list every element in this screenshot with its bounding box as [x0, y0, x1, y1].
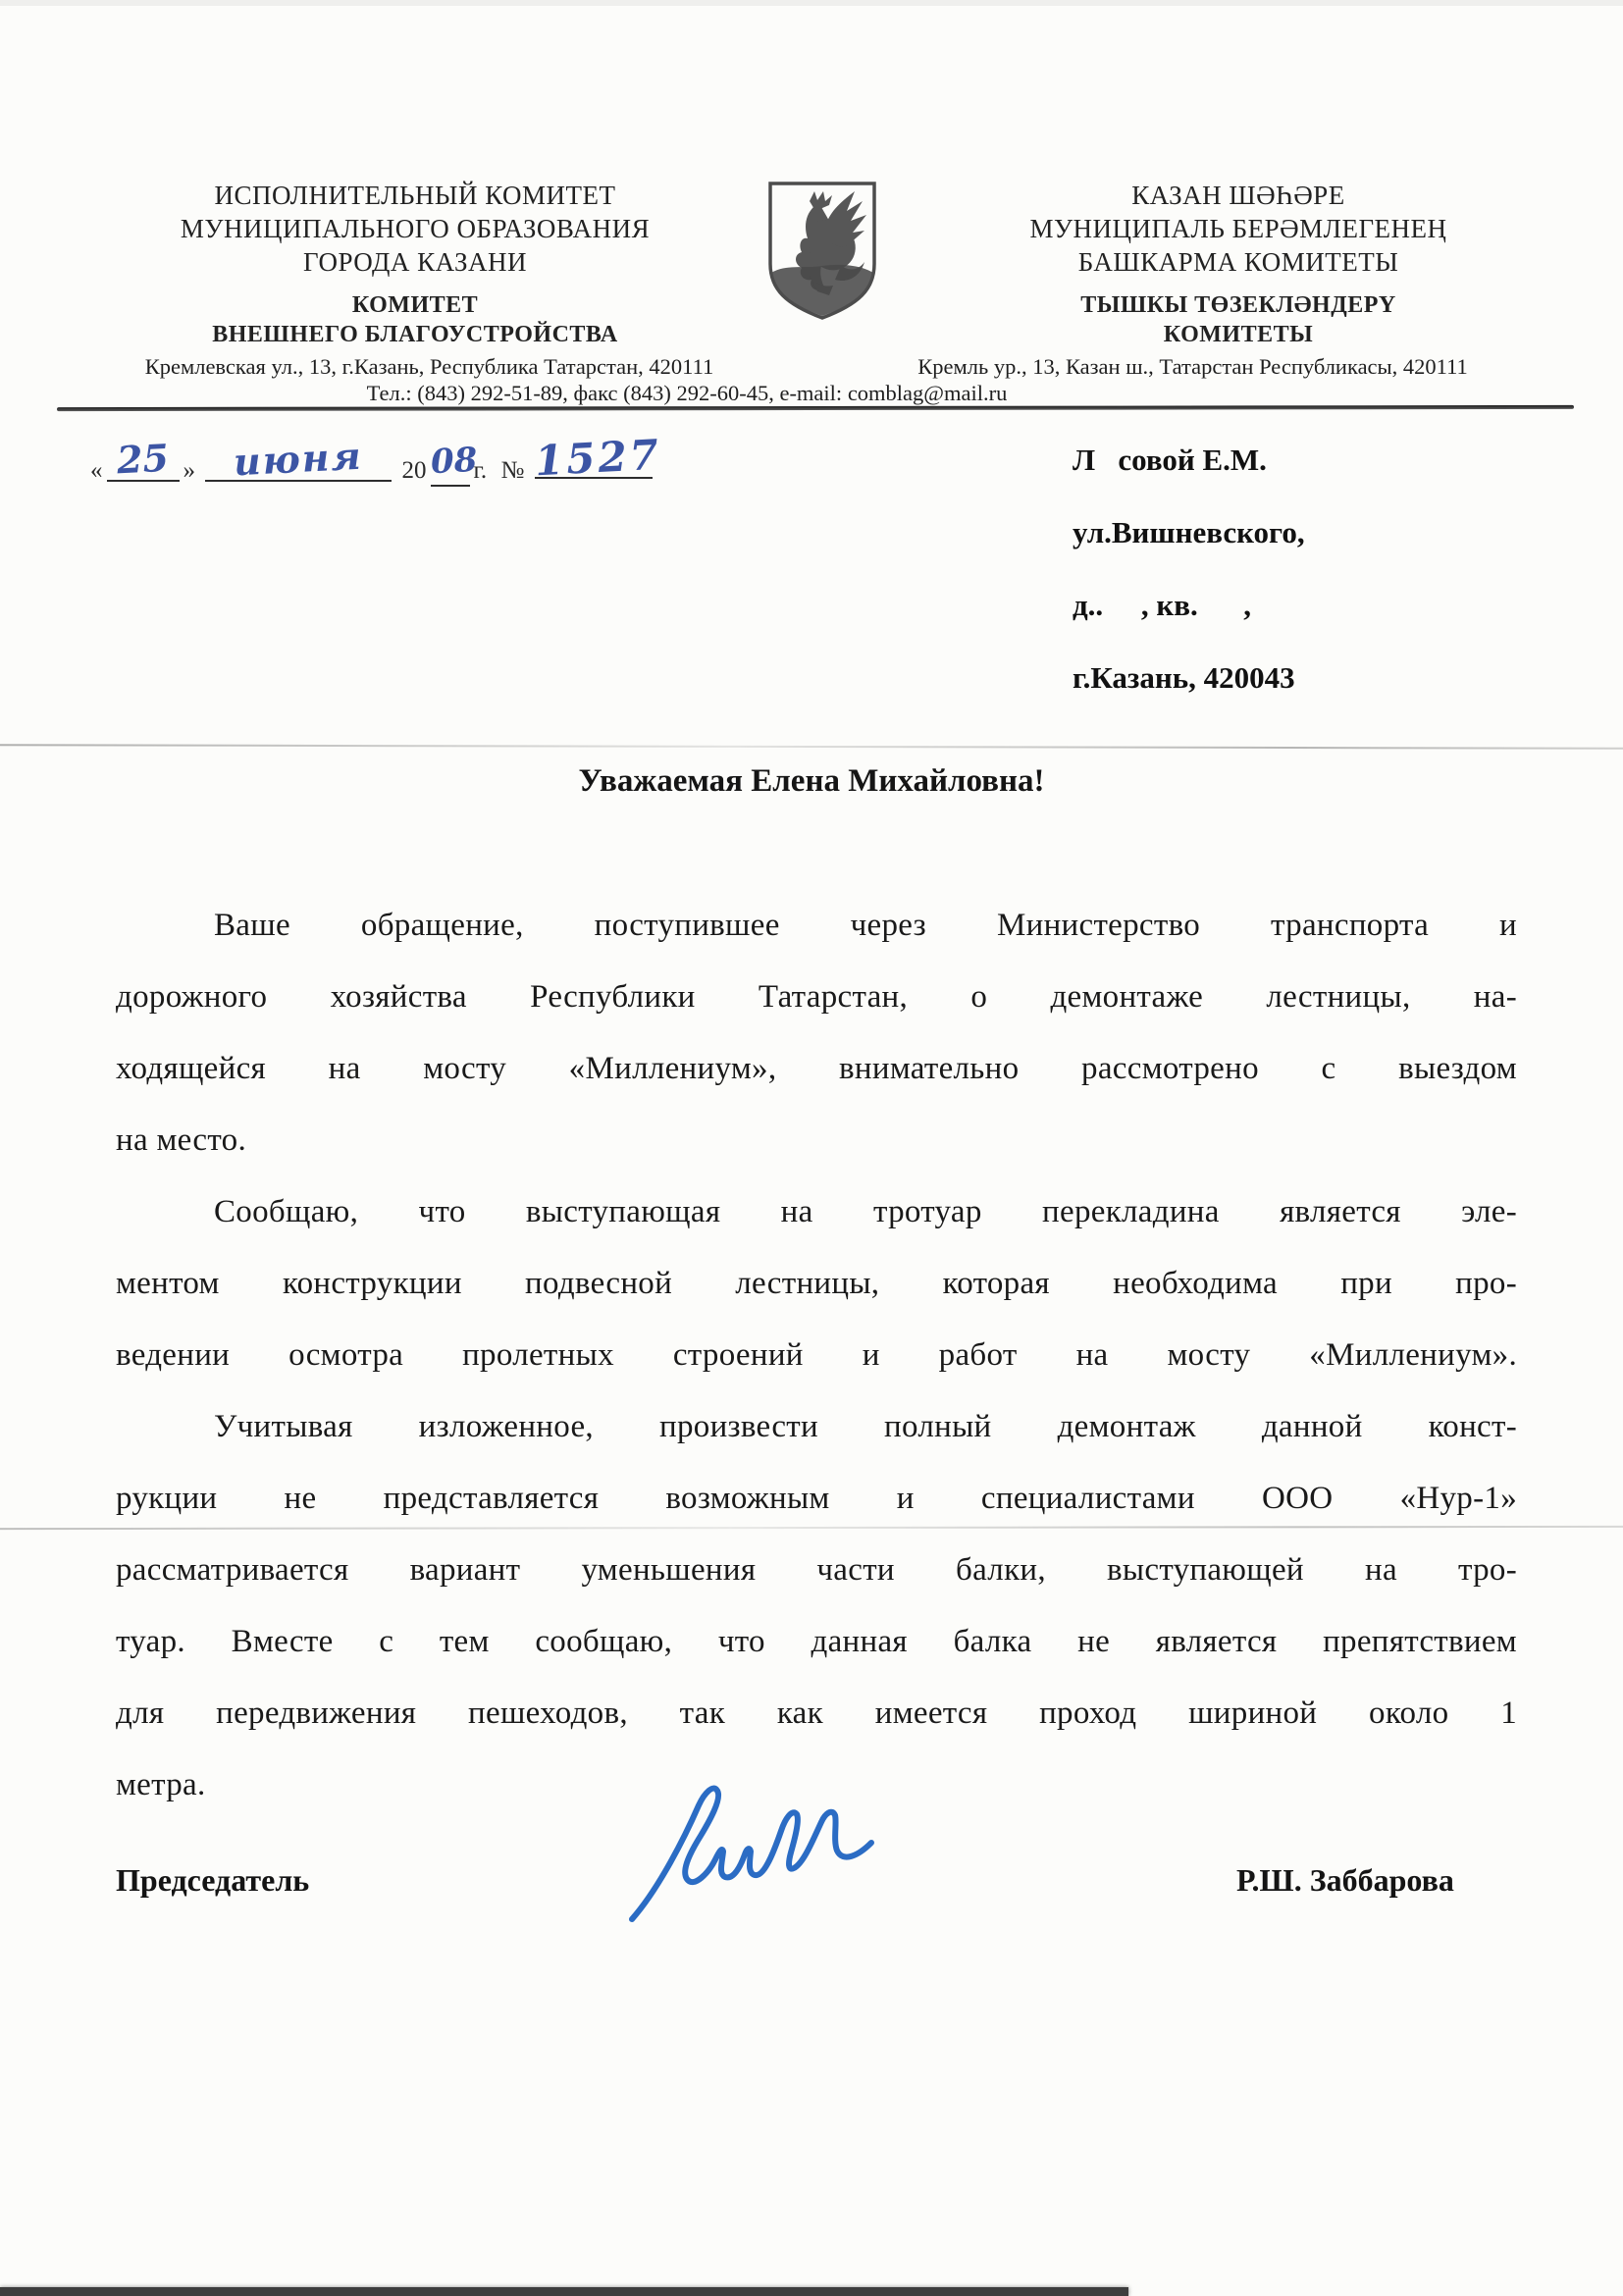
- handwritten-year: 08: [429, 440, 478, 483]
- signer-name: Р.Ш. Заббарова: [1236, 1862, 1454, 1898]
- day-blank: [107, 435, 180, 483]
- recipient-name: Л совой Е.М.: [1073, 443, 1267, 477]
- committee-line: КОМИТЕТ: [351, 292, 479, 318]
- committee-name-russian: [101, 290, 729, 349]
- number-blank: [533, 430, 662, 486]
- open-quote: «: [90, 457, 103, 484]
- contact-line: [0, 381, 1374, 406]
- body-line: туар. Вместе с тем сообщаю, что данная балка не является препятствием: [116, 1624, 1517, 1659]
- body-line: ходящейся на мосту «Миллениум», внимательно рассмотрено с выездом: [116, 1051, 1517, 1086]
- close-quote: »: [183, 457, 195, 484]
- org-line: МУНИЦИПАЛЬНОГО ОБРАЗОВАНИЯ: [180, 214, 651, 243]
- email-text: comblag@mail.ru: [847, 381, 1008, 405]
- year-blank: [429, 440, 478, 487]
- salutation: Уважаемая Елена Михайловна!: [578, 763, 1045, 799]
- date-and-number-line: [86, 430, 662, 487]
- body-line: ведении осмотра пролетных строений и работ на мосту «Миллениум».: [116, 1337, 1517, 1373]
- committee-line: ВНЕШНЕГО БЛАГОУСТРОЙСТВА: [212, 322, 618, 347]
- handwritten-signature: [610, 1772, 875, 1939]
- body-line: метра.: [116, 1767, 206, 1802]
- body-line: на место.: [116, 1122, 246, 1158]
- letter-body: [116, 890, 1517, 1821]
- org-line: ИСПОЛНИТЕЛЬНЫЙ КОМИТЕТ: [214, 181, 616, 210]
- body-line: Сообщаю, что выступающая на тротуар перекладина является эле-: [214, 1194, 1517, 1229]
- org-line: БАШКАРМА КОМИТЕТЫ: [1077, 247, 1399, 277]
- handwritten-day: 25: [115, 435, 171, 483]
- body-line: рассматривается вариант уменьшения части балки, выступающей на тро-: [116, 1552, 1517, 1588]
- address-russian: Кремлевская ул., 13, г.Казань, Республика Татарстан, 420111: [144, 354, 714, 379]
- year-prefix: 20: [401, 457, 427, 484]
- body-line: Ваше обращение, поступившее через Министерство транспорта и: [214, 908, 1517, 943]
- month-blank: [205, 433, 392, 485]
- handwritten-number: 1527: [533, 430, 662, 486]
- committee-line: КОМИТЕТЫ: [1163, 322, 1314, 347]
- address-tatar: Кремль ур., 13, Казан ш., Татарстан Республикасы, 420111: [917, 354, 1468, 379]
- body-line: Учитывая изложенное, произвести полный демонтаж данной конст-: [214, 1409, 1517, 1444]
- phone-fax-text: Тел.: (843) 292-51-89, факс (843) 292-60-45, e-mail:: [366, 381, 848, 405]
- org-line: ГОРОДА КАЗАНИ: [303, 247, 527, 277]
- letterhead-org-tatar: [924, 179, 1552, 349]
- body-line: рукции не представляется возможным и специалистами ООО «Нур-1»: [116, 1481, 1517, 1516]
- letterhead-org-russian: [101, 179, 729, 349]
- committee-name-tatar: [924, 290, 1552, 349]
- recipient-house-apt: д.. , кв. ,: [1073, 588, 1252, 622]
- body-line: ментом конструкции подвесной лестницы, которая необходима при про-: [116, 1266, 1517, 1301]
- handwritten-month: июня: [233, 433, 365, 485]
- letterhead-divider-rule: [57, 405, 1574, 411]
- recipient-block: [1073, 424, 1305, 714]
- scan-bottom-edge-artifact: [0, 2287, 1128, 2296]
- signer-title: Председатель: [116, 1862, 310, 1898]
- org-line: МУНИЦИПАЛЬ БЕРӘМЛЕГЕНЕҢ: [1029, 214, 1447, 243]
- recipient-street: ул.Вишневского,: [1073, 515, 1305, 549]
- committee-line: ТЫШКЫ ТӨЗЕКЛӘНДЕРҮ: [1080, 292, 1396, 318]
- paper-fold-crease: [0, 744, 1623, 749]
- recipient-city-zip: г.Казань, 420043: [1073, 660, 1295, 695]
- body-line: для передвижения пешеходов, так как имеется проход шириной около 1: [116, 1696, 1517, 1731]
- year-suffix: г.: [473, 457, 488, 484]
- body-line: дорожного хозяйства Республики Татарстан, о демонтаже лестницы, на-: [116, 979, 1517, 1015]
- scan-top-edge-artifact: [0, 0, 1623, 6]
- kazan-coat-of-arms: [764, 180, 880, 322]
- number-sign: №: [500, 457, 525, 484]
- org-line: КАЗАН ШӘҺӘРЕ: [1131, 181, 1345, 210]
